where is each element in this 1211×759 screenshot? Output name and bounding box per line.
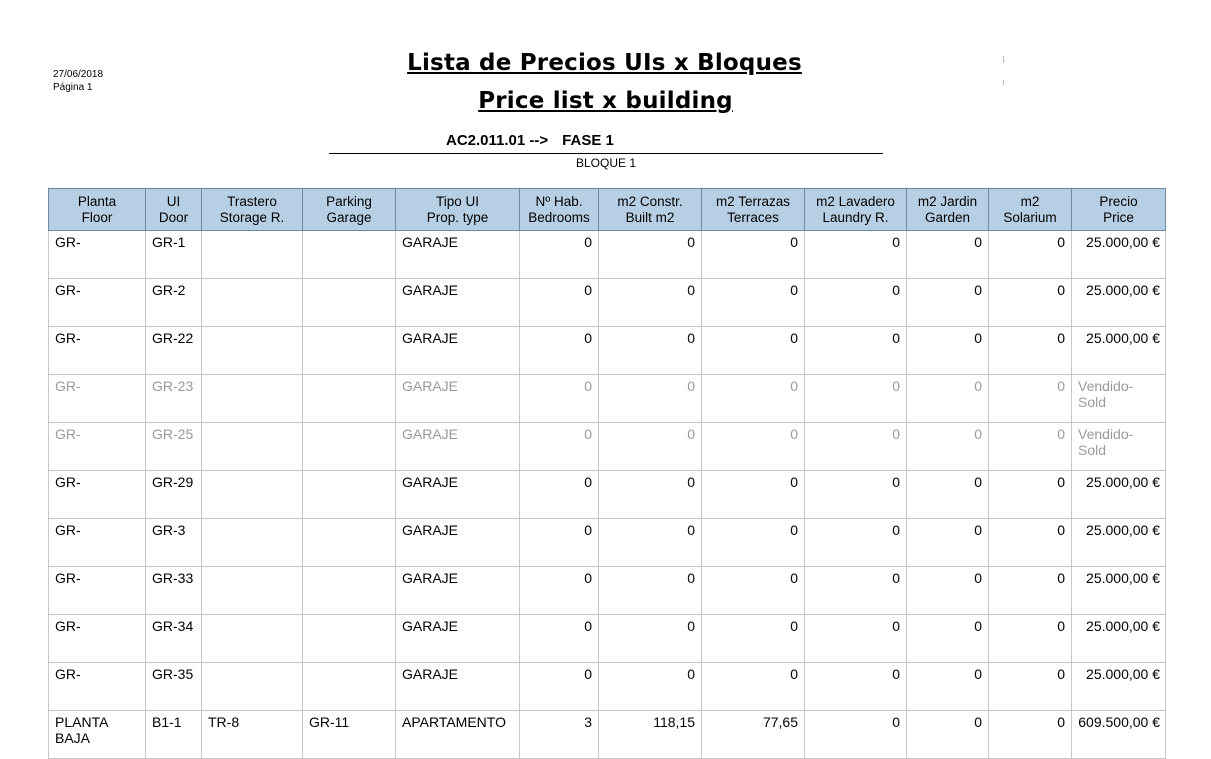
storage-cell	[202, 519, 303, 567]
column-header-es: Nº Hab.	[535, 193, 583, 209]
built-cell: 0	[599, 231, 702, 279]
garage-cell	[303, 375, 396, 423]
column-header	[396, 189, 520, 231]
table-row	[49, 471, 1166, 519]
column-header	[146, 189, 202, 231]
floor-cell: PLANTA BAJA	[49, 711, 146, 759]
price-cell: 25.000,00 €	[1072, 231, 1166, 279]
price-cell: 25.000,00 €	[1072, 327, 1166, 375]
solarium-cell: 0	[989, 711, 1072, 759]
margin-mark	[1003, 56, 1004, 63]
column-header-en: Floor	[81, 209, 113, 225]
garden-cell: 0	[907, 567, 989, 615]
type-cell: GARAJE	[396, 279, 520, 327]
garage-cell	[303, 615, 396, 663]
terraces-cell: 0	[702, 375, 805, 423]
garden-cell: 0	[907, 423, 989, 471]
solarium-cell: 0	[989, 519, 1072, 567]
column-header-es: Tipo UI	[435, 193, 479, 209]
column-header	[303, 189, 396, 231]
built-cell: 0	[599, 279, 702, 327]
door-cell: GR-35	[146, 663, 202, 711]
column-header	[1072, 189, 1166, 231]
terraces-cell: 0	[702, 471, 805, 519]
terraces-cell: 0	[702, 231, 805, 279]
table-row	[49, 423, 1166, 471]
type-cell: GARAJE	[396, 423, 520, 471]
laundry-cell: 0	[805, 711, 907, 759]
phase-label: FASE 1	[562, 132, 614, 149]
door-cell: GR-2	[146, 279, 202, 327]
garage-cell	[303, 327, 396, 375]
floor-cell: GR-	[49, 279, 146, 327]
table-row	[49, 519, 1166, 567]
heading-divider	[329, 153, 883, 154]
price-cell: 609.500,00 €	[1072, 711, 1166, 759]
garage-cell	[303, 471, 396, 519]
title-spanish: Lista de Precios UIs x Bloques	[407, 50, 802, 76]
column-header-en: Laundry R.	[822, 209, 889, 225]
column-header-en: Terraces	[727, 209, 779, 225]
column-header-en: Solarium	[1003, 209, 1057, 225]
door-cell: GR-23	[146, 375, 202, 423]
column-header	[989, 189, 1072, 231]
column-header-es: Parking	[326, 193, 372, 209]
built-cell: 0	[599, 615, 702, 663]
column-header-es: m2 Terrazas	[715, 193, 791, 209]
laundry-cell: 0	[805, 375, 907, 423]
garage-cell	[303, 423, 396, 471]
floor-cell: GR-	[49, 663, 146, 711]
type-cell: GARAJE	[396, 615, 520, 663]
laundry-cell: 0	[805, 279, 907, 327]
table-row	[49, 615, 1166, 663]
garden-cell: 0	[907, 327, 989, 375]
page-number: Página 1	[53, 82, 93, 93]
terraces-cell: 0	[702, 519, 805, 567]
garden-cell: 0	[907, 615, 989, 663]
table-row	[49, 663, 1166, 711]
table-row	[49, 231, 1166, 279]
door-cell: GR-33	[146, 567, 202, 615]
column-header-es: Trastero	[227, 193, 277, 209]
column-header-en: Door	[158, 209, 189, 225]
door-cell: GR-34	[146, 615, 202, 663]
price-table	[48, 188, 1166, 759]
column-header-es: m2 Jardin	[917, 193, 978, 209]
bedrooms-cell: 0	[520, 423, 599, 471]
bedrooms-cell: 0	[520, 327, 599, 375]
built-cell: 0	[599, 423, 702, 471]
bedrooms-cell: 0	[520, 615, 599, 663]
column-header-en: Price	[1103, 209, 1134, 225]
block-label: BLOQUE 1	[575, 156, 637, 170]
price-cell: 25.000,00 €	[1072, 279, 1166, 327]
laundry-cell: 0	[805, 615, 907, 663]
solarium-cell: 0	[989, 615, 1072, 663]
storage-cell	[202, 375, 303, 423]
floor-cell: GR-	[49, 231, 146, 279]
floor-cell: GR-	[49, 327, 146, 375]
terraces-cell: 0	[702, 327, 805, 375]
laundry-cell: 0	[805, 327, 907, 375]
solarium-cell: 0	[989, 375, 1072, 423]
price-cell: 25.000,00 €	[1072, 519, 1166, 567]
solarium-cell: 0	[989, 327, 1072, 375]
bedrooms-cell: 0	[520, 663, 599, 711]
laundry-cell: 0	[805, 519, 907, 567]
built-cell: 0	[599, 375, 702, 423]
storage-cell	[202, 663, 303, 711]
column-header	[599, 189, 702, 231]
column-header	[49, 189, 146, 231]
laundry-cell: 0	[805, 471, 907, 519]
type-cell: APARTAMENTO	[396, 711, 520, 759]
column-header-es: m2 Lavadero	[816, 193, 895, 209]
column-header-es: m2 Constr.	[617, 193, 683, 209]
storage-cell: TR-8	[202, 711, 303, 759]
type-cell: GARAJE	[396, 567, 520, 615]
title-english: Price list x building	[478, 88, 733, 114]
table-row	[49, 567, 1166, 615]
column-header-es: Planta	[77, 193, 117, 209]
bedrooms-cell: 0	[520, 375, 599, 423]
garage-cell: GR-11	[303, 711, 396, 759]
floor-cell: GR-	[49, 423, 146, 471]
table-row	[49, 711, 1166, 759]
solarium-cell: 0	[989, 471, 1072, 519]
column-header-en: Garage	[326, 209, 372, 225]
garden-cell: 0	[907, 375, 989, 423]
column-header-en: Bedrooms	[528, 209, 590, 225]
project-code: AC2.011.01 -->	[446, 132, 549, 149]
storage-cell	[202, 231, 303, 279]
floor-cell: GR-	[49, 471, 146, 519]
column-header-en: Garden	[924, 209, 971, 225]
type-cell: GARAJE	[396, 375, 520, 423]
garage-cell	[303, 231, 396, 279]
column-header-es: m2	[1020, 193, 1040, 209]
table-row	[49, 375, 1166, 423]
garden-cell: 0	[907, 711, 989, 759]
price-cell: Vendido-Sold	[1072, 375, 1166, 423]
storage-cell	[202, 327, 303, 375]
column-header-es: Precio	[1099, 193, 1138, 209]
report-date: 27/06/2018	[53, 69, 104, 80]
price-cell: Vendido-Sold	[1072, 423, 1166, 471]
terraces-cell: 0	[702, 663, 805, 711]
garden-cell: 0	[907, 663, 989, 711]
type-cell: GARAJE	[396, 663, 520, 711]
built-cell: 0	[599, 663, 702, 711]
garden-cell: 0	[907, 519, 989, 567]
table-row	[49, 327, 1166, 375]
price-cell: 25.000,00 €	[1072, 567, 1166, 615]
storage-cell	[202, 279, 303, 327]
column-header-en: Storage R.	[219, 209, 285, 225]
price-cell: 25.000,00 €	[1072, 471, 1166, 519]
column-header	[805, 189, 907, 231]
price-cell: 25.000,00 €	[1072, 663, 1166, 711]
garden-cell: 0	[907, 471, 989, 519]
built-cell: 118,15	[599, 711, 702, 759]
solarium-cell: 0	[989, 567, 1072, 615]
solarium-cell: 0	[989, 279, 1072, 327]
solarium-cell: 0	[989, 231, 1072, 279]
table-header	[49, 189, 1166, 231]
storage-cell	[202, 423, 303, 471]
column-header	[520, 189, 599, 231]
garage-cell	[303, 567, 396, 615]
solarium-cell: 0	[989, 423, 1072, 471]
built-cell: 0	[599, 567, 702, 615]
bedrooms-cell: 0	[520, 567, 599, 615]
terraces-cell: 0	[702, 423, 805, 471]
built-cell: 0	[599, 327, 702, 375]
terraces-cell: 0	[702, 279, 805, 327]
margin-mark	[1003, 80, 1004, 85]
price-cell: 25.000,00 €	[1072, 615, 1166, 663]
floor-cell: GR-	[49, 375, 146, 423]
table-row	[49, 279, 1166, 327]
garden-cell: 0	[907, 279, 989, 327]
column-header-es: UI	[166, 193, 181, 209]
laundry-cell: 0	[805, 663, 907, 711]
type-cell: GARAJE	[396, 231, 520, 279]
type-cell: GARAJE	[396, 519, 520, 567]
garden-cell: 0	[907, 231, 989, 279]
bedrooms-cell: 0	[520, 519, 599, 567]
floor-cell: GR-	[49, 567, 146, 615]
garage-cell	[303, 663, 396, 711]
solarium-cell: 0	[989, 663, 1072, 711]
column-header	[907, 189, 989, 231]
column-header	[702, 189, 805, 231]
bedrooms-cell: 0	[520, 231, 599, 279]
laundry-cell: 0	[805, 231, 907, 279]
laundry-cell: 0	[805, 423, 907, 471]
door-cell: GR-1	[146, 231, 202, 279]
door-cell: GR-22	[146, 327, 202, 375]
built-cell: 0	[599, 471, 702, 519]
floor-cell: GR-	[49, 519, 146, 567]
door-cell: GR-3	[146, 519, 202, 567]
table-body	[49, 231, 1166, 759]
door-cell: GR-29	[146, 471, 202, 519]
bedrooms-cell: 3	[520, 711, 599, 759]
storage-cell	[202, 615, 303, 663]
bedrooms-cell: 0	[520, 471, 599, 519]
type-cell: GARAJE	[396, 471, 520, 519]
column-header	[202, 189, 303, 231]
terraces-cell: 77,65	[702, 711, 805, 759]
storage-cell	[202, 471, 303, 519]
garage-cell	[303, 279, 396, 327]
garage-cell	[303, 519, 396, 567]
column-header-en: Built m2	[625, 209, 675, 225]
type-cell: GARAJE	[396, 327, 520, 375]
storage-cell	[202, 567, 303, 615]
terraces-cell: 0	[702, 615, 805, 663]
door-cell: GR-25	[146, 423, 202, 471]
bedrooms-cell: 0	[520, 279, 599, 327]
laundry-cell: 0	[805, 567, 907, 615]
door-cell: B1-1	[146, 711, 202, 759]
column-header-en: Prop. type	[426, 209, 489, 225]
project-heading	[446, 132, 614, 149]
floor-cell: GR-	[49, 615, 146, 663]
terraces-cell: 0	[702, 567, 805, 615]
built-cell: 0	[599, 519, 702, 567]
